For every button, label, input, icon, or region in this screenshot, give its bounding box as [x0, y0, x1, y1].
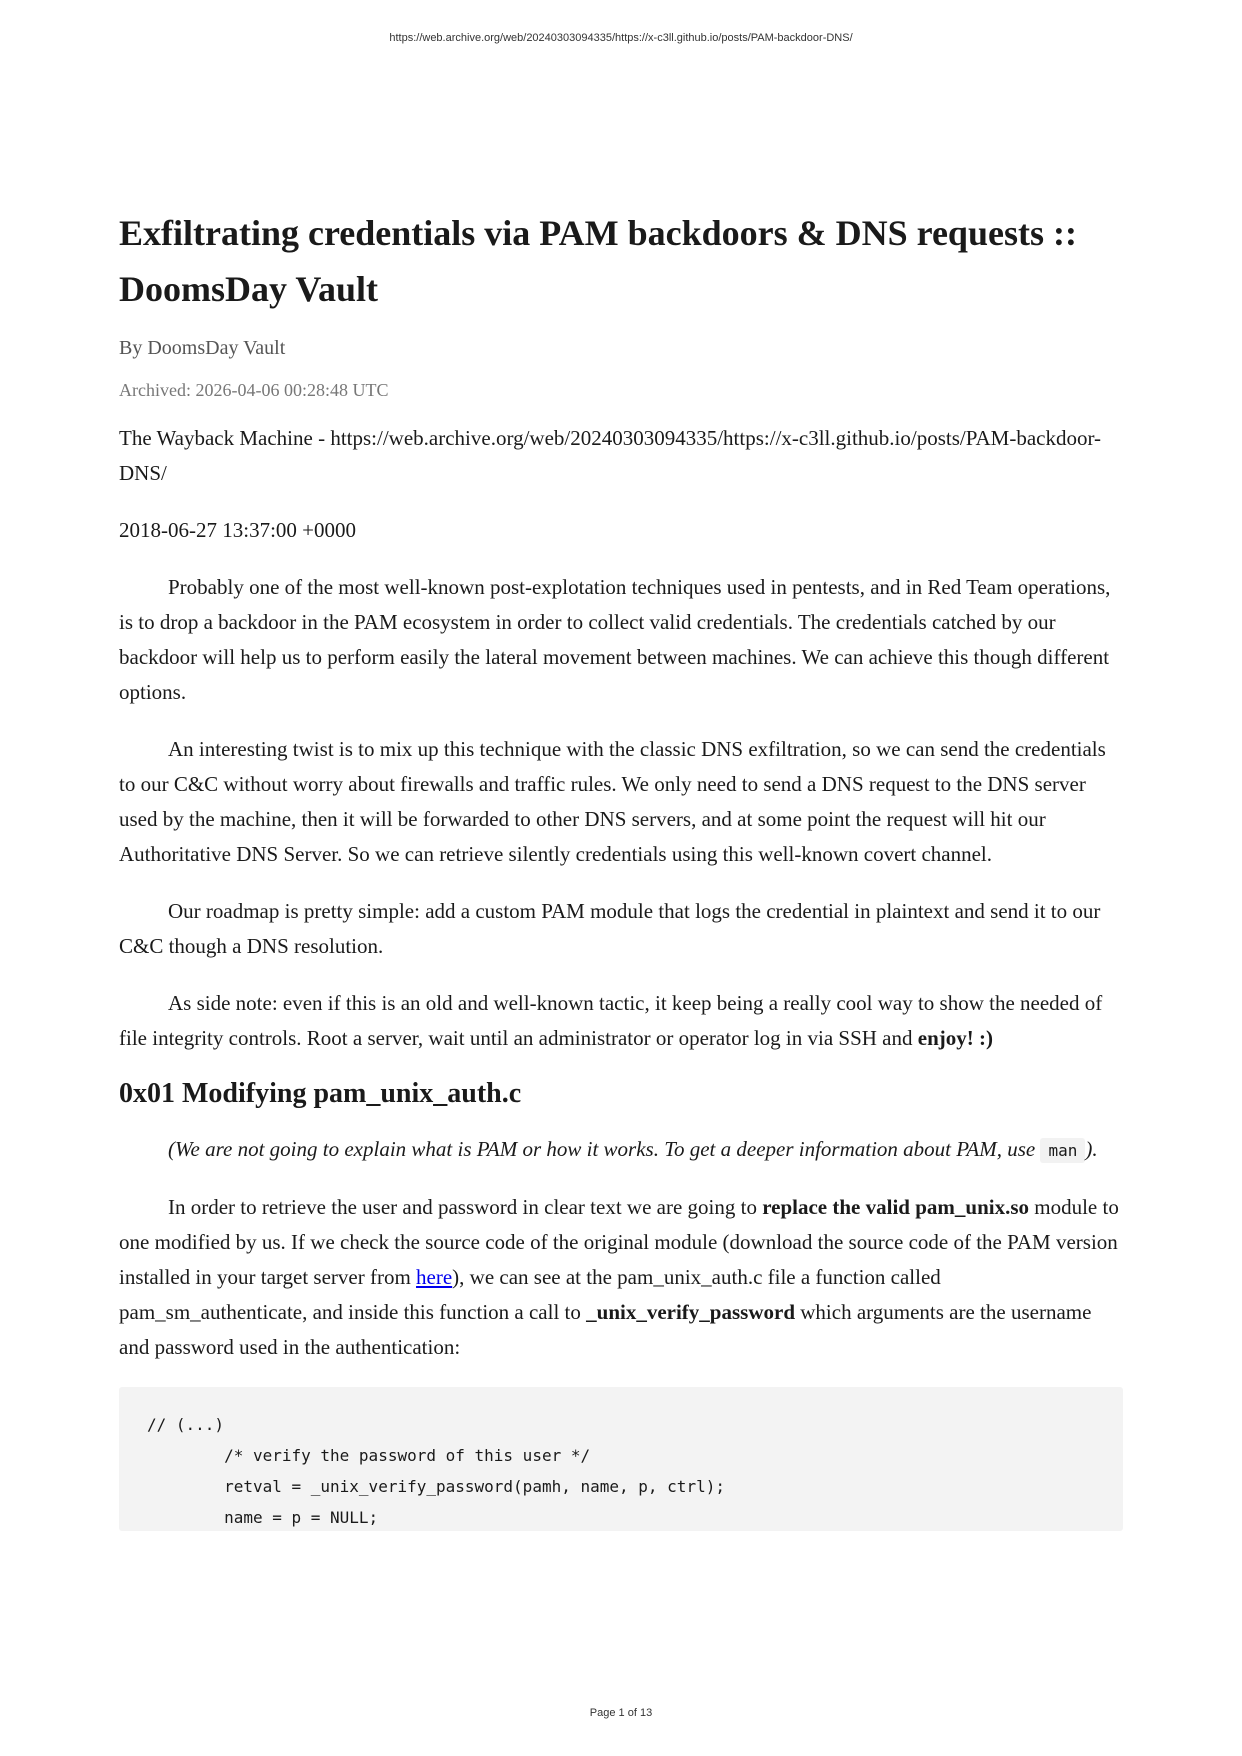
inline-code-man: man: [1040, 1138, 1085, 1163]
post-date: 2018-06-27 13:37:00 +0000: [119, 518, 356, 542]
page-title: Exfiltrating credentials via PAM backdoors & DNS requests :: DoomsDay Vault: [119, 213, 1077, 309]
page-number: Page 1 of 13: [589, 1707, 653, 1719]
wayback-line: The Wayback Machine - https://web.archive.org/web/20240303094335/https://x-c3ll.github.io/posts/PAM-backdoor-DNS/: [119, 426, 1102, 485]
paragraph-6-bold: replace the valid pam_unix.so: [762, 1195, 1029, 1219]
section-heading: 0x01 Modifying pam_unix_auth.c: [119, 1078, 522, 1109]
paragraph-5-italic: (We are not going to explain what is PAM or how it works. To get a deeper information about PAM, use: [168, 1137, 1041, 1161]
paragraph-5: [119, 1132, 1123, 1168]
page-url-header: https://web.archive.org/web/20240303094335/https://x-c3ll.github.io/posts/PAM-backdoor-DNS/: [389, 32, 853, 44]
code-block: [119, 1387, 1123, 1531]
paragraph-2: An interesting twist is to mix up this technique with the classic DNS exfiltration, so we can send the credentials to our C&C without worry about firewalls and traffic rules. We only need to send a DNS request to the DNS server used by the machine, then it will be forwarded to other DNS servers, and at some point the request will hit our Authoritative DNS Server. So we can retrieve silently credentials using this well-known covert channel.: [119, 737, 1106, 866]
paragraph-4-bold: enjoy! :): [917, 1026, 993, 1050]
paragraph-6-text: ), we can see at the pam_unix_auth.c file a function called pam_sm_authenticate, and inside this function a call to: [119, 1265, 941, 1324]
paragraph-6-text: In order to retrieve the user and password in clear text we are going to: [168, 1195, 763, 1219]
archived-timestamp: Archived: 2026-04-06 00:28:48 UTC: [119, 380, 389, 400]
paragraph-6-bold: _unix_verify_password: [586, 1300, 795, 1324]
byline: By DoomsDay Vault: [119, 337, 286, 359]
paragraph-4-text: As side note: even if this is an old and well-known tactic, it keep being a really cool way to show the needed of file integrity controls. Root a server, wait until an administrator or operator log in via SSH and: [119, 991, 1103, 1050]
paragraph-6-text: which arguments are the username and password used in the authentication:: [119, 1300, 1092, 1359]
code-line: /* verify the password of this user */: [147, 1446, 591, 1465]
source-download-link[interactable]: here: [416, 1265, 453, 1289]
code-line: name = p = NULL;: [147, 1508, 379, 1527]
code-line: // (...): [147, 1415, 225, 1434]
paragraph-5-italic-end: ).: [1085, 1137, 1098, 1161]
paragraph-6: [119, 1190, 1123, 1365]
paragraph-4: [119, 986, 1123, 1056]
code-line: retval = _unix_verify_password(pamh, name, p, ctrl);: [147, 1477, 725, 1496]
paragraph-6-text: module to one modified by us. If we check the source code of the original module (download the source code of the PAM version installed in your target server from: [119, 1195, 1119, 1289]
paragraph-1: Probably one of the most well-known post-explotation techniques used in pentests, and in Red Team operations, is to drop a backdoor in the PAM ecosystem in order to collect valid credentials. The credentials catched by our backdoor will help us to perform easily the lateral movement between machines. We can achieve this though different options.: [119, 575, 1111, 704]
paragraph-3: Our roadmap is pretty simple: add a custom PAM module that logs the credential in plaintext and send it to our C&C though a DNS resolution.: [119, 899, 1101, 958]
article: [119, 205, 1123, 1531]
